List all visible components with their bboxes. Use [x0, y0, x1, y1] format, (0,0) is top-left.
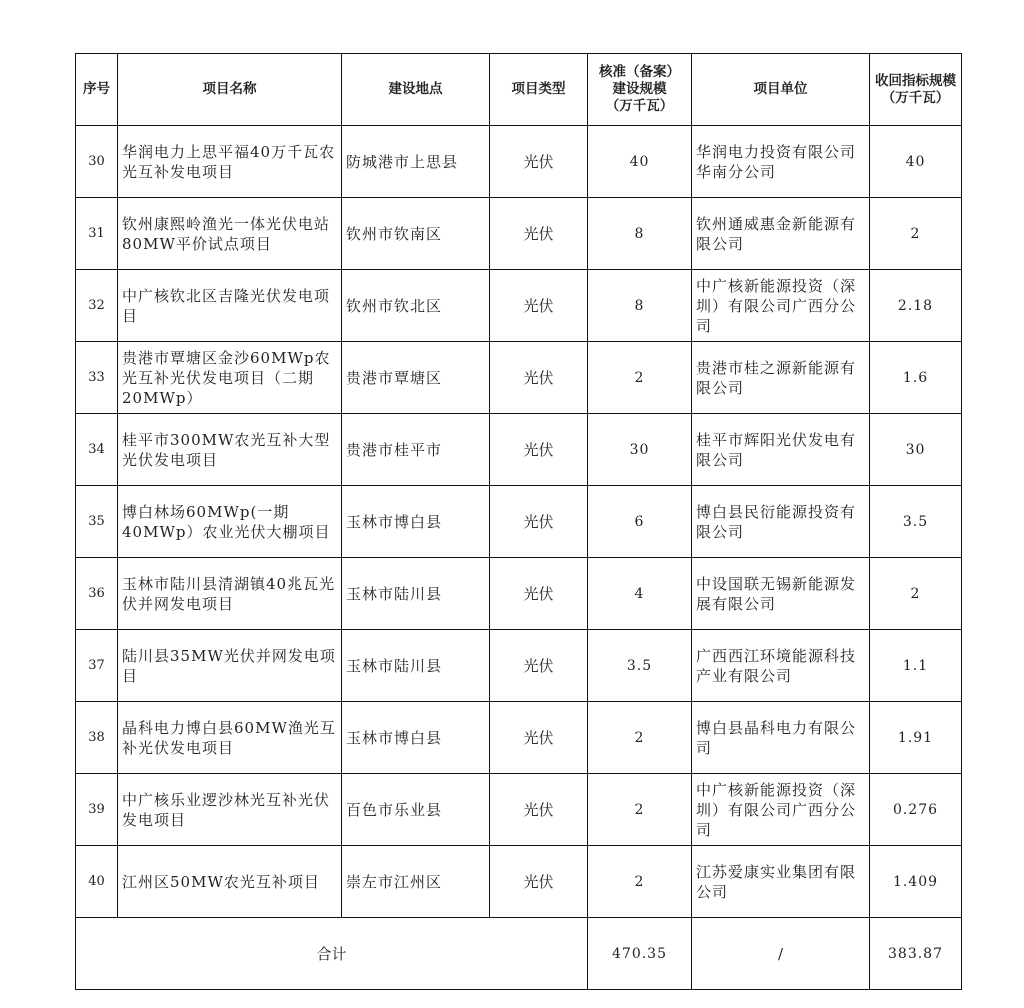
- header-recover-line1: 收回指标规模: [875, 72, 956, 89]
- cell-type: 光伏: [490, 342, 588, 414]
- cell-type: 光伏: [490, 774, 588, 846]
- header-unit: 项目单位: [692, 54, 870, 126]
- header-location: 建设地点: [342, 54, 490, 126]
- table-row: [76, 126, 962, 198]
- cell-recover: 1.409: [870, 846, 962, 918]
- cell-location: 钦州市钦南区: [342, 198, 490, 270]
- cell-location: 玉林市博白县: [342, 702, 490, 774]
- cell-recover: 40: [870, 126, 962, 198]
- cell-location: 贵港市桂平市: [342, 414, 490, 486]
- header-scale-line1: 核准（备案）: [599, 64, 680, 80]
- cell-name: 钦州康熙岭渔光一体光伏电站80MW平价试点项目: [118, 198, 342, 270]
- cell-scale: 6: [588, 486, 692, 558]
- cell-recover: 0.276: [870, 774, 962, 846]
- total-row: [76, 918, 962, 990]
- cell-scale: 8: [588, 198, 692, 270]
- cell-name: 陆川县35MW光伏并网发电项目: [118, 630, 342, 702]
- cell-unit: 中广核新能源投资（深圳）有限公司广西分公司: [692, 774, 870, 846]
- cell-type: 光伏: [490, 414, 588, 486]
- cell-name: 贵港市覃塘区金沙60MWp农光互补光伏发电项目（二期20MWp）: [118, 342, 342, 414]
- table-row: [76, 702, 962, 774]
- table-row: [76, 630, 962, 702]
- cell-name: 华润电力上思平福40万千瓦农光互补发电项目: [118, 126, 342, 198]
- cell-location: 贵港市覃塘区: [342, 342, 490, 414]
- table-row: [76, 846, 962, 918]
- cell-unit: 钦州通威惠金新能源有限公司: [692, 198, 870, 270]
- cell-name: 桂平市300MW农光互补大型光伏发电项目: [118, 414, 342, 486]
- cell-recover: 1.6: [870, 342, 962, 414]
- cell-unit: 桂平市辉阳光伏发电有限公司: [692, 414, 870, 486]
- cell-location: 崇左市江州区: [342, 846, 490, 918]
- cell-type: 光伏: [490, 486, 588, 558]
- table-row: [76, 486, 962, 558]
- cell-type: 光伏: [490, 126, 588, 198]
- cell-seq: 36: [76, 558, 118, 630]
- cell-name: 晶科电力博白县60MW渔光互补光伏发电项目: [118, 702, 342, 774]
- project-table: [75, 53, 962, 990]
- cell-scale: 2: [588, 342, 692, 414]
- cell-scale: 30: [588, 414, 692, 486]
- cell-type: 光伏: [490, 558, 588, 630]
- cell-seq: 30: [76, 126, 118, 198]
- header-scale-line2: 建设规模: [612, 81, 667, 97]
- header-recover-line2: （万千瓦）: [881, 89, 950, 106]
- cell-recover: 2: [870, 198, 962, 270]
- cell-location: 百色市乐业县: [342, 774, 490, 846]
- total-unit: /: [692, 918, 870, 990]
- cell-location: 钦州市钦北区: [342, 270, 490, 342]
- cell-name: 江州区50MW农光互补项目: [118, 846, 342, 918]
- table-row: [76, 342, 962, 414]
- cell-recover: 2.18: [870, 270, 962, 342]
- cell-scale: 40: [588, 126, 692, 198]
- cell-scale: 2: [588, 702, 692, 774]
- cell-name: 中广核乐业逻沙林光互补光伏发电项目: [118, 774, 342, 846]
- cell-seq: 37: [76, 630, 118, 702]
- cell-unit: 中设国联无锡新能源发展有限公司: [692, 558, 870, 630]
- cell-location: 玉林市博白县: [342, 486, 490, 558]
- cell-location: 防城港市上思县: [342, 126, 490, 198]
- table-body: [76, 126, 962, 918]
- cell-scale: 3.5: [588, 630, 692, 702]
- project-table-sheet: [75, 53, 956, 990]
- table-row: [76, 774, 962, 846]
- cell-recover: 1.91: [870, 702, 962, 774]
- total-label: 合计: [76, 918, 588, 990]
- cell-seq: 31: [76, 198, 118, 270]
- cell-unit: 江苏爱康实业集团有限公司: [692, 846, 870, 918]
- cell-seq: 35: [76, 486, 118, 558]
- cell-type: 光伏: [490, 846, 588, 918]
- header-recover: [870, 54, 962, 126]
- cell-recover: 1.1: [870, 630, 962, 702]
- cell-unit: 博白县民衍能源投资有限公司: [692, 486, 870, 558]
- header-scale: [588, 54, 692, 126]
- cell-unit: 博白县晶科电力有限公司: [692, 702, 870, 774]
- cell-location: 玉林市陆川县: [342, 630, 490, 702]
- cell-type: 光伏: [490, 630, 588, 702]
- cell-unit: 广西西江环境能源科技产业有限公司: [692, 630, 870, 702]
- cell-recover: 2: [870, 558, 962, 630]
- cell-recover: 3.5: [870, 486, 962, 558]
- cell-name: 博白林场60MWp(一期40MWp）农业光伏大棚项目: [118, 486, 342, 558]
- cell-unit: 中广核新能源投资（深圳）有限公司广西分公司: [692, 270, 870, 342]
- cell-scale: 2: [588, 846, 692, 918]
- cell-type: 光伏: [490, 702, 588, 774]
- cell-type: 光伏: [490, 198, 588, 270]
- cell-scale: 4: [588, 558, 692, 630]
- cell-name: 玉林市陆川县清湖镇40兆瓦光伏并网发电项目: [118, 558, 342, 630]
- cell-scale: 8: [588, 270, 692, 342]
- cell-seq: 40: [76, 846, 118, 918]
- cell-seq: 33: [76, 342, 118, 414]
- cell-name: 中广核钦北区吉隆光伏发电项目: [118, 270, 342, 342]
- cell-recover: 30: [870, 414, 962, 486]
- table-row: [76, 558, 962, 630]
- table-header-row: [76, 54, 962, 126]
- cell-seq: 32: [76, 270, 118, 342]
- cell-unit: 华润电力投资有限公司华南分公司: [692, 126, 870, 198]
- table-row: [76, 198, 962, 270]
- total-scale: 470.35: [588, 918, 692, 990]
- header-type: 项目类型: [490, 54, 588, 126]
- header-seq: 序号: [76, 54, 118, 126]
- cell-location: 玉林市陆川县: [342, 558, 490, 630]
- table-row: [76, 414, 962, 486]
- cell-type: 光伏: [490, 270, 588, 342]
- cell-seq: 34: [76, 414, 118, 486]
- cell-unit: 贵港市桂之源新能源有限公司: [692, 342, 870, 414]
- total-recover: 383.87: [870, 918, 962, 990]
- cell-seq: 38: [76, 702, 118, 774]
- cell-seq: 39: [76, 774, 118, 846]
- cell-scale: 2: [588, 774, 692, 846]
- table-row: [76, 270, 962, 342]
- header-scale-line3: （万千瓦）: [605, 98, 674, 114]
- header-name: 项目名称: [118, 54, 342, 126]
